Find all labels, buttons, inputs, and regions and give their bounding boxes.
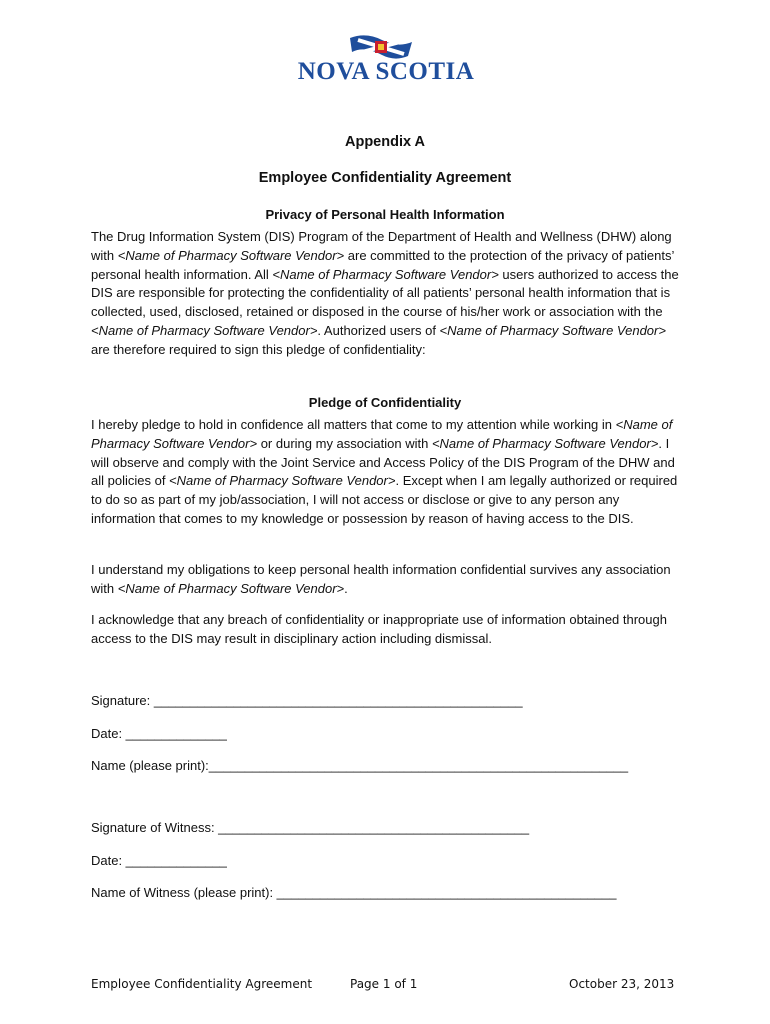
appendix-heading: Appendix A [344,134,426,150]
pledge-heading: Pledge of Confidentiality [308,395,462,410]
footer-document-title: Employee Confidentiality Agreement [91,977,313,991]
name-print-field[interactable]: Name (please print):__________________________________________________________ [91,758,629,773]
witness-signature-field[interactable]: Signature of Witness: ___________________________________________ [91,820,530,835]
signature-field[interactable]: Signature: ___________________________________________________ [91,693,523,708]
obligation-paragraph: I understand my obligations to keep personal health information confidential survives any association with <Name of Pharmacy Software Vendor>. [91,562,671,596]
pledge-paragraph: I hereby pledge to hold in confidence all matters that come to my attention while working in <Name of Pharmacy Software Vendor> or during my association with <Name of Pharmacy Software Vendor>. I will observe and comply with the Joint Service and Access Policy of the DIS Program of the DHW and all policies of <Name of Pharmacy Software Vendor>. Except when I am legally authorized or required to do so as part of my job/association, I will not access or disclose or give to any person any information that comes to my knowledge or possession by reason of having access to the DIS. [91,417,678,526]
agreement-title: Employee Confidentiality Agreement [258,170,512,186]
witness-date-field[interactable]: Date: ______________ [91,853,227,868]
privacy-paragraph: The Drug Information System (DIS) Program of the Department of Health and Wellness (DHW) along with <Name of Pharmacy Software Vendor> are committed to the protection of the privacy of patients’ personal health information. All <Name of Pharmacy Software Vendor> users authorized to access the DIS are responsible for protecting the confidentiality of all patients’ personal health information that is collected, used, disclosed, retained or disposed in the course of his/her work or association with the <Name of Pharmacy Software Vendor>. Authorized users of <Name of Pharmacy Software Vendor> are therefore required to sign this pledge of confidentiality: [91,229,679,357]
breach-paragraph: I acknowledge that any breach of confidentiality or inappropriate use of information obtained through access to the DIS may result in disciplinary action including dismissal. [91,612,667,646]
privacy-heading: Privacy of Personal Health Information [265,207,505,222]
logo-wordmark: NOVA SCOTIA [297,58,475,85]
nova-scotia-logo [288,34,484,90]
footer-date: October 23, 2013 [569,977,675,991]
date-field[interactable]: Date: ______________ [91,726,227,741]
witness-name-field[interactable]: Name of Witness (please print): _______________________________________________ [91,885,617,900]
footer-page-number: Page 1 of 1 [350,977,418,991]
